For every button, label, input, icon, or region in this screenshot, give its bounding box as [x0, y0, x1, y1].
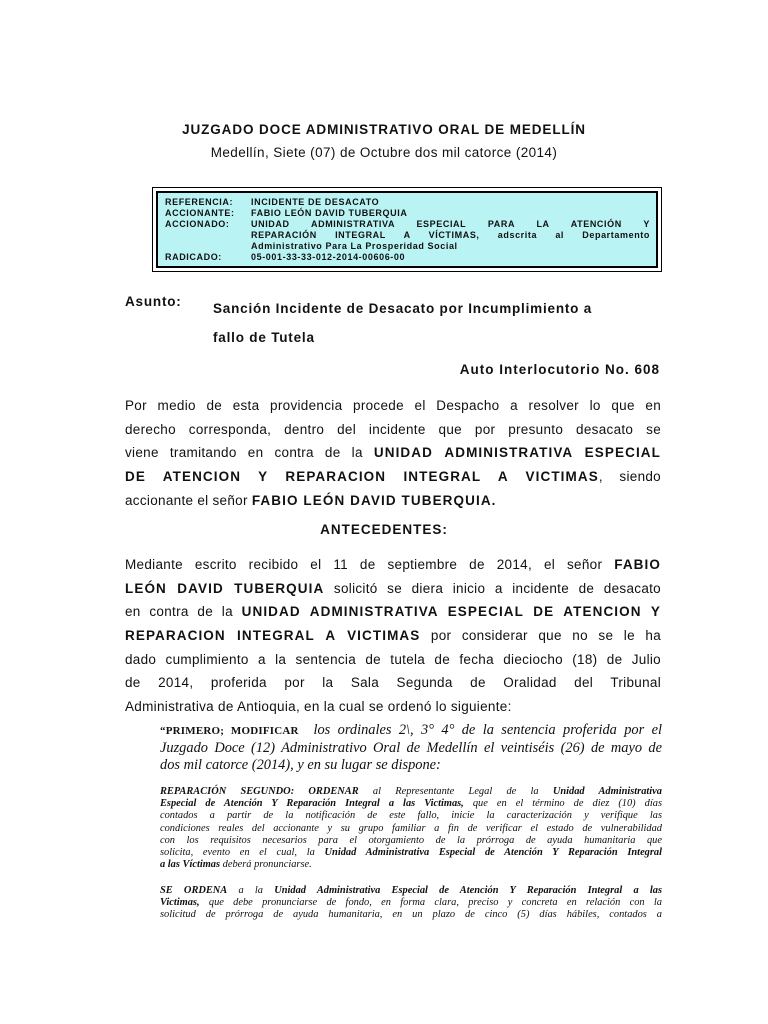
referencia-value: INCIDENTE DE DESACATO: [251, 197, 380, 207]
quote-line: [160, 786, 662, 798]
antecedentes-paragraph: [125, 553, 661, 719]
text-span: por considerar que no se le ha: [420, 628, 662, 644]
quote-segundo: [160, 786, 662, 871]
bold-span: UNIDAD ADMINISTRATIVA ESPECIAL: [373, 445, 661, 461]
bold-span: DE ATENCION Y REPARACION INTEGRAL A VICTIMAS: [125, 469, 599, 485]
text-line: dado cumplimiento a la sentencia de tutela de fecha dieciocho (18) de Julio: [125, 651, 661, 667]
accionado-line: UNIDAD ADMINISTRATIVA ESPECIAL PARA LA ATENCIÓN Y: [251, 219, 650, 229]
quote-line: dos mil catorce (2014), y en su lugar se dispone:: [160, 757, 441, 774]
quote-line: condiciones reales del accionante y su grupo familiar a fin de verificar el estado de vulnerabilidad: [160, 822, 662, 834]
text-line: de 2014, proferida por la Sala Segunda de Oralidad del Tribunal: [125, 675, 661, 691]
text-span: a la: [227, 885, 275, 896]
text-span: viene tramitando en contra de la: [125, 445, 374, 461]
reference-row: [165, 197, 650, 208]
quote-primero: [160, 722, 662, 775]
text-span: al Representante Legal de la: [358, 786, 553, 797]
bold-span: REPARACION INTEGRAL A VICTIMAS: [125, 628, 421, 644]
bold-span: LEÓN DAVID TUBERQUIA: [125, 580, 325, 596]
radicado-value: 05-001-33-33-012-2014-00606-00: [251, 252, 406, 262]
quote-se-ordena: [160, 885, 662, 922]
accionado-value: [251, 219, 650, 252]
quote-line: [160, 859, 662, 871]
accionante-row: [165, 208, 650, 219]
text-span: solicitó se diera inicio a incidente de desacato: [324, 580, 661, 596]
asunto-label: Asunto:: [125, 294, 182, 309]
quote-line: Juzgado Doce (12) Administrativo Oral de Medellín el veintiséis (26) de mayo de: [160, 739, 662, 756]
bold-span: Unidad Administrativa Especial de Atención Y Reparación Integral: [324, 846, 663, 858]
asunto-line: Sanción Incidente de Desacato por Incumplimiento a: [213, 301, 593, 316]
reference-box: [152, 187, 662, 272]
referencia-label: REFERENCIA:: [165, 197, 234, 207]
quote-line: con los requisitos necesarios para el otorgamiento de la prórroga de ayuda humanitaria que: [160, 834, 662, 846]
text-line: [125, 441, 661, 465]
text-span: Mediante escrito recibido el 11 de septiembre de 2014, el señor: [125, 557, 615, 572]
quote-line: [160, 885, 662, 897]
text-line: [125, 600, 661, 624]
reference-box-inner: [156, 191, 658, 268]
bold-span: Unidad Administrativa: [552, 786, 662, 797]
bold-span: FABIO: [614, 557, 661, 572]
section-heading: ANTECEDENTES:: [320, 522, 448, 537]
text-span: que en el término de diez (10) días: [463, 798, 662, 810]
text-line: [125, 489, 661, 513]
radicado-label: RADICADO:: [165, 252, 222, 262]
text-line: [125, 553, 661, 577]
text-line: [125, 465, 661, 489]
bold-span: REPARACIÓN SEGUNDO: ORDENAR: [160, 786, 359, 797]
text-span: accionante el señor: [125, 492, 252, 508]
text-span: deberá pronunciarse.: [220, 859, 312, 871]
text-span: , siendo: [598, 469, 661, 485]
text-span: en contra de la: [125, 604, 242, 620]
quote-line: [160, 897, 662, 909]
radicado-row: [165, 252, 650, 263]
document-date: Medellín, Siete (07) de Octubre dos mil catorce (2014): [210, 145, 558, 160]
bold-span: Unidad Administrativa Especial de Atención Y Reparación Integral a las: [274, 885, 662, 896]
quote-line: [160, 798, 662, 810]
quote-line: solicitud de prórroga de ayuda humanitaria, en un plazo de cinco (5) días hábiles, contados a: [160, 909, 662, 921]
bold-span: FABIO LEÓN DAVID TUBERQUIA.: [251, 492, 497, 508]
text-line: derecho corresponda, dentro del incidente que por presunto desacato se: [125, 421, 661, 437]
intro-paragraph: [125, 394, 661, 512]
text-line: Por medio de esta providencia procede el Despacho a resolver lo que en: [125, 398, 661, 413]
asunto-text: [213, 294, 643, 352]
accionante-label: ACCIONANTE:: [165, 208, 235, 218]
bold-span: “PRIMERO; MODIFICAR: [160, 725, 299, 737]
accionante-value: FABIO LEÓN DAVID TUBERQUIA: [251, 208, 408, 218]
text-line: [125, 577, 661, 601]
court-title: JUZGADO DOCE ADMINISTRATIVO ORAL DE MEDELLÍN: [182, 122, 586, 137]
bold-span: Especial de Atención Y Reparación Integral a las Victimas,: [160, 798, 464, 810]
text-span: solicita, evento en el cual, la: [160, 846, 325, 858]
quote-line: [160, 847, 662, 859]
text-span: los ordinales 2\, 3° 4° de la sentencia proferida por el: [313, 722, 662, 738]
accionado-line: REPARACIÓN INTEGRAL A VÍCTIMAS, adscrita al Departamento: [251, 230, 650, 240]
accionado-line: Administrativo Para La Prosperidad Social: [251, 241, 458, 251]
text-line: [125, 624, 661, 648]
bold-span: UNIDAD ADMINISTRATIVA ESPECIAL DE ATENCION Y: [241, 604, 661, 620]
text-span: que debe pronunciarse de fondo, en forma clara, preciso y concreta en relación con la: [199, 897, 662, 909]
bold-span: Victimas,: [160, 897, 200, 909]
quote-line: [160, 722, 662, 740]
accionado-label: ACCIONADO:: [165, 219, 230, 229]
accionado-row: [165, 219, 650, 252]
quote-line: contados a partir de la notificación de este fallo, inicie la caracterización y verifique las: [160, 810, 662, 822]
auto-number: Auto Interlocutorio No. 608: [459, 362, 660, 377]
asunto-line: fallo de Tutela: [213, 330, 315, 345]
text-line: Administrativa de Antioquia, en la cual se ordenó lo siguiente:: [125, 699, 512, 715]
bold-span: a las Víctimas: [160, 859, 221, 871]
bold-span: SE ORDENA: [160, 885, 228, 896]
